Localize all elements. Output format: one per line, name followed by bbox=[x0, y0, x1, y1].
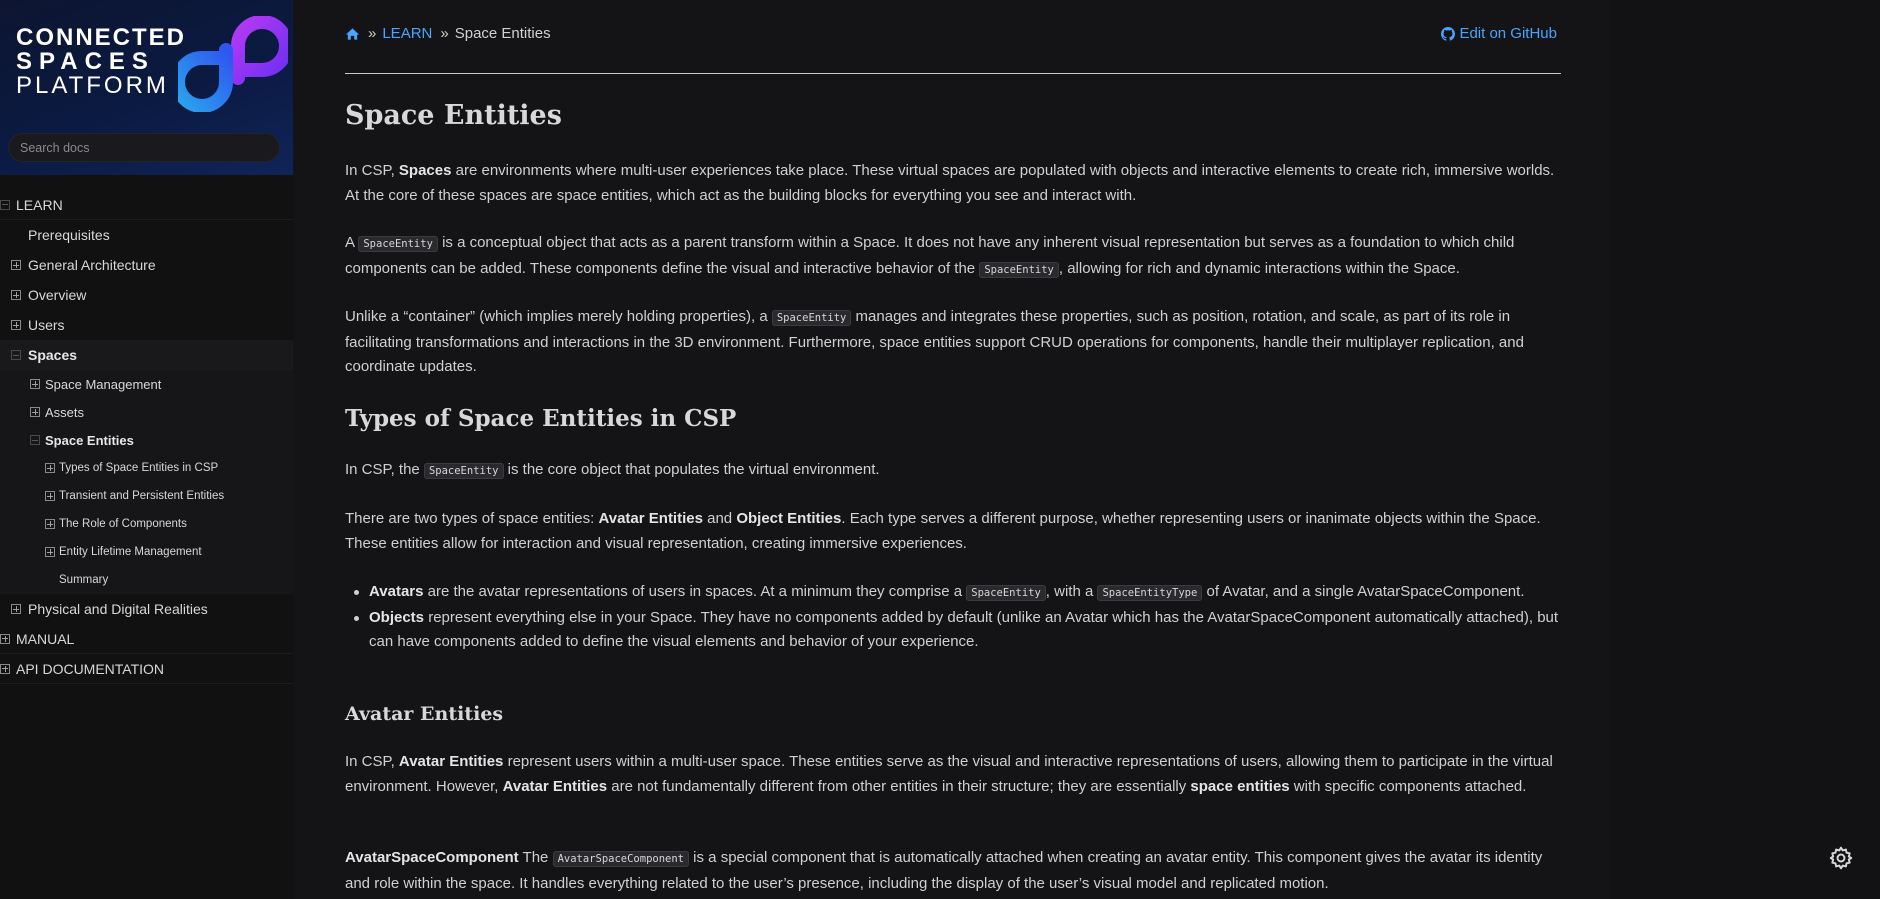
sidebar-item-space-entities[interactable] bbox=[0, 426, 293, 454]
logo-wordmark bbox=[16, 26, 186, 98]
text: are environments where multi-user experiences take place. These virtual spaces are populated with objects and interactive elements to create rich, immersive worlds. At the core of these spaces are space entities, which act as the building blocks for everything you see and interact with. bbox=[345, 162, 1555, 204]
sidebar-item-general-architecture[interactable] bbox=[0, 250, 293, 280]
home-icon[interactable] bbox=[345, 27, 360, 41]
collapse-icon[interactable] bbox=[11, 350, 21, 360]
bold-text: AvatarSpaceComponent bbox=[345, 849, 519, 866]
logo-line-1: CONNECTED bbox=[16, 24, 187, 51]
inline-code: SpaceEntity bbox=[966, 585, 1046, 601]
inline-code: AvatarSpaceComponent bbox=[553, 851, 689, 867]
expand-icon[interactable] bbox=[30, 407, 40, 417]
paragraph-avatar-entities bbox=[345, 750, 1561, 799]
text: . Each type serves a different purpose, whether representing users or inanimate objects within the Space. These entities allow for interaction and visual representation, creating immersive experiences. bbox=[345, 510, 1541, 552]
inline-code: SpaceEntity bbox=[358, 236, 438, 252]
inline-code: SpaceEntityType bbox=[1097, 585, 1202, 601]
sidebar-item-label: API DOCUMENTATION bbox=[16, 660, 165, 677]
collapse-icon[interactable] bbox=[0, 200, 10, 210]
sidebar-nav bbox=[0, 190, 293, 684]
text: and bbox=[702, 510, 737, 527]
text: , with a bbox=[1045, 583, 1098, 600]
text: A bbox=[345, 234, 359, 251]
sidebar-header bbox=[0, 0, 293, 175]
text: is a special component that is automatically attached when creating an avatar entity. This component gives the avatar its identity and role within the space. It handles everything related to the user’s presence, including the display of the user’s visual model and replicated motion. bbox=[345, 849, 1543, 892]
bold-text: Object Entities bbox=[736, 510, 842, 527]
sidebar-item-label: Spaces bbox=[28, 347, 78, 363]
expand-icon[interactable] bbox=[30, 379, 40, 389]
logo-line-2: SPACES bbox=[16, 48, 155, 75]
divider bbox=[345, 73, 1561, 74]
expand-icon[interactable] bbox=[0, 634, 10, 644]
search-input[interactable] bbox=[8, 133, 280, 162]
sidebar-item-label: Types of Space Entities in CSP bbox=[59, 462, 219, 474]
sidebar-item-learn[interactable] bbox=[0, 190, 293, 220]
main-content bbox=[293, 0, 1611, 899]
text: In CSP, the bbox=[345, 461, 424, 478]
paragraph-two-types bbox=[345, 507, 1561, 556]
bold-text: Objects bbox=[369, 608, 425, 626]
sidebar-item-lifetime[interactable] bbox=[0, 538, 293, 566]
sidebar-item-label: The Role of Components bbox=[59, 518, 187, 530]
heading-avatar-entities: Avatar Entities bbox=[345, 703, 504, 725]
breadcrumb-separator: » bbox=[440, 25, 449, 42]
text: with specific components attached. bbox=[1289, 777, 1527, 795]
sidebar-item-assets[interactable] bbox=[0, 398, 293, 426]
infinity-loop-icon bbox=[178, 16, 288, 112]
text: represent everything else in your Space. They have no components added by default (unlike an Avatar which has the AvatarSpaceComponent automatically attached), but can have components added to define the visual elements and behavior of your experience. bbox=[369, 608, 1559, 650]
sidebar-item-label: Space Entities bbox=[45, 432, 134, 448]
sidebar-item-physical[interactable] bbox=[0, 594, 293, 624]
breadcrumb bbox=[345, 25, 551, 42]
sidebar-item-label: Physical and Digital Realities bbox=[28, 601, 208, 617]
paragraph-container bbox=[345, 305, 1561, 380]
text: represent users within a multi-user space. These entities serve as the visual and interactive representations of users, allowing them to participate in the virtual environment. However, bbox=[345, 753, 1553, 795]
text: , allowing for rich and dynamic interactions within the Space. bbox=[1058, 259, 1460, 277]
bold-text: Avatar Entities bbox=[398, 753, 504, 770]
github-icon bbox=[1441, 27, 1455, 41]
sidebar-item-types[interactable] bbox=[0, 454, 293, 482]
inline-code: SpaceEntity bbox=[979, 262, 1059, 278]
sidebar-item-transient[interactable] bbox=[0, 482, 293, 510]
sidebar-item-label: General Architecture bbox=[28, 257, 156, 273]
collapse-icon[interactable] bbox=[30, 435, 40, 445]
bold-text: space entities bbox=[1190, 777, 1290, 795]
expand-icon[interactable] bbox=[0, 664, 10, 674]
sidebar-item-summary[interactable] bbox=[0, 566, 293, 594]
sidebar-item-api[interactable] bbox=[0, 654, 293, 684]
sidebar-item-spaces[interactable] bbox=[0, 340, 293, 370]
sidebar-item-label: Overview bbox=[28, 287, 87, 303]
logo-line-3: PLATFORM bbox=[16, 72, 169, 99]
search-placeholder: Search docs bbox=[20, 141, 90, 155]
expand-icon[interactable] bbox=[11, 320, 21, 330]
sidebar-item-label: Users bbox=[28, 317, 65, 333]
breadcrumb-learn-link[interactable]: LEARN bbox=[382, 25, 433, 42]
inline-code: SpaceEntity bbox=[424, 463, 504, 479]
sidebar-item-label: MANUAL bbox=[16, 630, 75, 647]
expand-icon[interactable] bbox=[11, 260, 21, 270]
expand-icon[interactable] bbox=[11, 290, 21, 300]
edit-on-github-label: Edit on GitHub bbox=[1459, 25, 1557, 42]
bold-text: Spaces bbox=[398, 162, 452, 179]
gear-icon[interactable] bbox=[1828, 845, 1854, 871]
sidebar-item-users[interactable] bbox=[0, 310, 293, 340]
paragraph-core-object bbox=[345, 458, 1561, 484]
sidebar-item-manual[interactable] bbox=[0, 624, 293, 654]
sidebar-item-label: Space Management bbox=[45, 376, 162, 392]
right-gutter bbox=[1611, 0, 1880, 899]
entity-types-list bbox=[345, 580, 1561, 655]
paragraph-avatar-component bbox=[345, 846, 1561, 896]
expand-icon[interactable] bbox=[45, 491, 55, 501]
page-title: Space Entities bbox=[345, 100, 562, 131]
text: In CSP, bbox=[345, 753, 399, 770]
text: are the avatar representations of users in spaces. At a minimum they comprise a bbox=[423, 583, 967, 600]
sidebar-item-label: Assets bbox=[45, 404, 85, 420]
bold-text: Avatar Entities bbox=[502, 777, 608, 795]
text: is the core object that populates the virtual environment. bbox=[503, 461, 880, 478]
sidebar-item-label: Prerequisites bbox=[28, 227, 110, 243]
expand-icon[interactable] bbox=[11, 604, 21, 614]
bold-text: Avatar Entities bbox=[598, 510, 703, 527]
sidebar-item-role[interactable] bbox=[0, 510, 293, 538]
list-item-avatars bbox=[345, 580, 1561, 606]
text: Unlike a “container” (which implies merely holding properties), a bbox=[345, 308, 772, 325]
bold-text: Avatars bbox=[369, 583, 424, 600]
sidebar bbox=[0, 0, 293, 899]
sidebar-item-space-management[interactable] bbox=[0, 370, 293, 398]
sidebar-item-prerequisites[interactable] bbox=[0, 220, 293, 250]
sidebar-item-overview[interactable] bbox=[0, 280, 293, 310]
sidebar-item-label: Transient and Persistent Entities bbox=[59, 490, 225, 502]
sidebar-item-label: Entity Lifetime Management bbox=[59, 546, 202, 558]
text: In CSP, bbox=[345, 162, 399, 179]
edit-on-github-link[interactable] bbox=[1441, 25, 1557, 42]
text: are not fundamentally different from other entities in their structure; they are essentially bbox=[607, 777, 1191, 795]
sidebar-item-label: LEARN bbox=[16, 196, 63, 213]
logo[interactable] bbox=[16, 16, 276, 112]
expand-icon[interactable] bbox=[45, 519, 55, 529]
list-item-objects bbox=[345, 606, 1561, 655]
paragraph-intro bbox=[345, 159, 1561, 208]
text: There are two types of space entities: bbox=[345, 510, 599, 527]
expand-icon[interactable] bbox=[45, 547, 55, 557]
paragraph-spaceentity bbox=[345, 231, 1561, 282]
inline-code: SpaceEntity bbox=[772, 310, 852, 326]
heading-types: Types of Space Entities in CSP bbox=[345, 405, 737, 432]
text: manages and integrates these properties, such as position, rotation, and scale, as part of its role in facilitating transformations and interactions in the 3D environment. Furthermore, space entities support CRUD operations for components, handle their multiplayer replication, and coordinate updates. bbox=[345, 308, 1524, 375]
breadcrumb-current: Space Entities bbox=[454, 25, 551, 42]
text: The bbox=[518, 849, 553, 866]
sidebar-item-label: Summary bbox=[59, 574, 109, 586]
breadcrumb-separator: » bbox=[368, 25, 377, 42]
text: is a conceptual object that acts as a parent transform within a Space. It does not have any inherent visual representation but serves as a foundation to which child components can be added. These components define the visual and interactive behavior of the bbox=[345, 234, 1515, 277]
expand-icon[interactable] bbox=[45, 463, 55, 473]
text: of Avatar, and a single AvatarSpaceComponent. bbox=[1202, 583, 1525, 600]
